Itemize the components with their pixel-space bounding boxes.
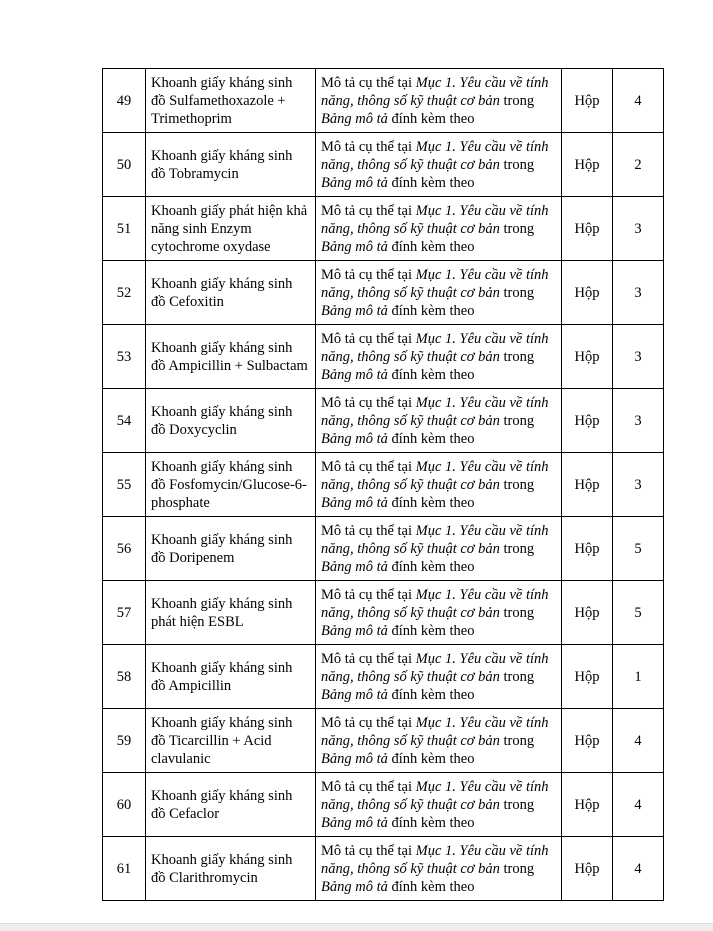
table-row [103,325,664,389]
row-number: 55 [103,453,146,517]
item-name: Khoanh giấy kháng sinh đồ Cefaclor [146,773,316,837]
item-unit: Hộp [562,453,613,517]
item-unit: Hộp [562,389,613,453]
row-number: 54 [103,389,146,453]
item-description: Mô tả cụ thể tại Mục 1. Yêu cầu về tính năng, thông số kỹ thuật cơ bản trong Bảng mô tả đính kèm theo [316,69,562,133]
item-quantity: 3 [613,453,664,517]
items-table-body [103,69,664,901]
table-row [103,837,664,901]
item-unit: Hộp [562,197,613,261]
item-name: Khoanh giấy kháng sinh đồ Doxycyclin [146,389,316,453]
item-name: Khoanh giấy kháng sinh phát hiện ESBL [146,581,316,645]
row-number: 58 [103,645,146,709]
item-name: Khoanh giấy kháng sinh đồ Cefoxitin [146,261,316,325]
item-unit: Hộp [562,709,613,773]
table-row [103,517,664,581]
row-number: 51 [103,197,146,261]
row-number: 52 [103,261,146,325]
table-row [103,581,664,645]
item-name: Khoanh giấy kháng sinh đồ Tobramycin [146,133,316,197]
item-quantity: 4 [613,69,664,133]
table-row [103,261,664,325]
table-row [103,197,664,261]
item-description: Mô tả cụ thể tại Mục 1. Yêu cầu về tính năng, thông số kỹ thuật cơ bản trong Bảng mô tả đính kèm theo [316,581,562,645]
item-quantity: 5 [613,581,664,645]
item-name: Khoanh giấy kháng sinh đồ Ampicillin [146,645,316,709]
item-quantity: 4 [613,773,664,837]
item-description: Mô tả cụ thể tại Mục 1. Yêu cầu về tính năng, thông số kỹ thuật cơ bản trong Bảng mô tả đính kèm theo [316,517,562,581]
item-description: Mô tả cụ thể tại Mục 1. Yêu cầu về tính năng, thông số kỹ thuật cơ bản trong Bảng mô tả đính kèm theo [316,197,562,261]
item-quantity: 2 [613,133,664,197]
row-number: 57 [103,581,146,645]
item-unit: Hộp [562,837,613,901]
row-number: 49 [103,69,146,133]
row-number: 56 [103,517,146,581]
item-unit: Hộp [562,581,613,645]
item-unit: Hộp [562,773,613,837]
table-row [103,453,664,517]
item-quantity: 3 [613,197,664,261]
item-description: Mô tả cụ thể tại Mục 1. Yêu cầu về tính năng, thông số kỹ thuật cơ bản trong Bảng mô tả đính kèm theo [316,773,562,837]
item-quantity: 3 [613,389,664,453]
row-number: 61 [103,837,146,901]
table-row [103,389,664,453]
item-description: Mô tả cụ thể tại Mục 1. Yêu cầu về tính năng, thông số kỹ thuật cơ bản trong Bảng mô tả đính kèm theo [316,261,562,325]
item-name: Khoanh giấy kháng sinh đồ Clarithromycin [146,837,316,901]
item-description: Mô tả cụ thể tại Mục 1. Yêu cầu về tính năng, thông số kỹ thuật cơ bản trong Bảng mô tả đính kèm theo [316,389,562,453]
row-number: 60 [103,773,146,837]
row-number: 50 [103,133,146,197]
item-name: Khoanh giấy kháng sinh đồ Ticarcillin + Acid clavulanic [146,709,316,773]
item-quantity: 3 [613,325,664,389]
item-quantity: 1 [613,645,664,709]
item-name: Khoanh giấy kháng sinh đồ Doripenem [146,517,316,581]
item-description: Mô tả cụ thể tại Mục 1. Yêu cầu về tính năng, thông số kỹ thuật cơ bản trong Bảng mô tả đính kèm theo [316,645,562,709]
item-quantity: 3 [613,261,664,325]
item-quantity: 5 [613,517,664,581]
table-row [103,69,664,133]
table-row [103,645,664,709]
item-unit: Hộp [562,645,613,709]
item-unit: Hộp [562,325,613,389]
item-name: Khoanh giấy kháng sinh đồ Sulfamethoxazole + Trimethoprim [146,69,316,133]
table-row [103,773,664,837]
item-description: Mô tả cụ thể tại Mục 1. Yêu cầu về tính năng, thông số kỹ thuật cơ bản trong Bảng mô tả đính kèm theo [316,325,562,389]
item-description: Mô tả cụ thể tại Mục 1. Yêu cầu về tính năng, thông số kỹ thuật cơ bản trong Bảng mô tả đính kèm theo [316,453,562,517]
row-number: 53 [103,325,146,389]
item-unit: Hộp [562,133,613,197]
item-description: Mô tả cụ thể tại Mục 1. Yêu cầu về tính năng, thông số kỹ thuật cơ bản trong Bảng mô tả đính kèm theo [316,837,562,901]
table-row [103,709,664,773]
item-name: Khoanh giấy kháng sinh đồ Ampicillin + Sulbactam [146,325,316,389]
item-unit: Hộp [562,517,613,581]
item-quantity: 4 [613,709,664,773]
item-description: Mô tả cụ thể tại Mục 1. Yêu cầu về tính năng, thông số kỹ thuật cơ bản trong Bảng mô tả đính kèm theo [316,133,562,197]
item-description: Mô tả cụ thể tại Mục 1. Yêu cầu về tính năng, thông số kỹ thuật cơ bản trong Bảng mô tả đính kèm theo [316,709,562,773]
item-quantity: 4 [613,837,664,901]
item-name: Khoanh giấy phát hiện khả năng sinh Enzym cytochrome oxydase [146,197,316,261]
item-name: Khoanh giấy kháng sinh đồ Fosfomycin/Glucose-6-phosphate [146,453,316,517]
row-number: 59 [103,709,146,773]
item-unit: Hộp [562,69,613,133]
table-row [103,133,664,197]
items-table [102,68,664,901]
item-unit: Hộp [562,261,613,325]
